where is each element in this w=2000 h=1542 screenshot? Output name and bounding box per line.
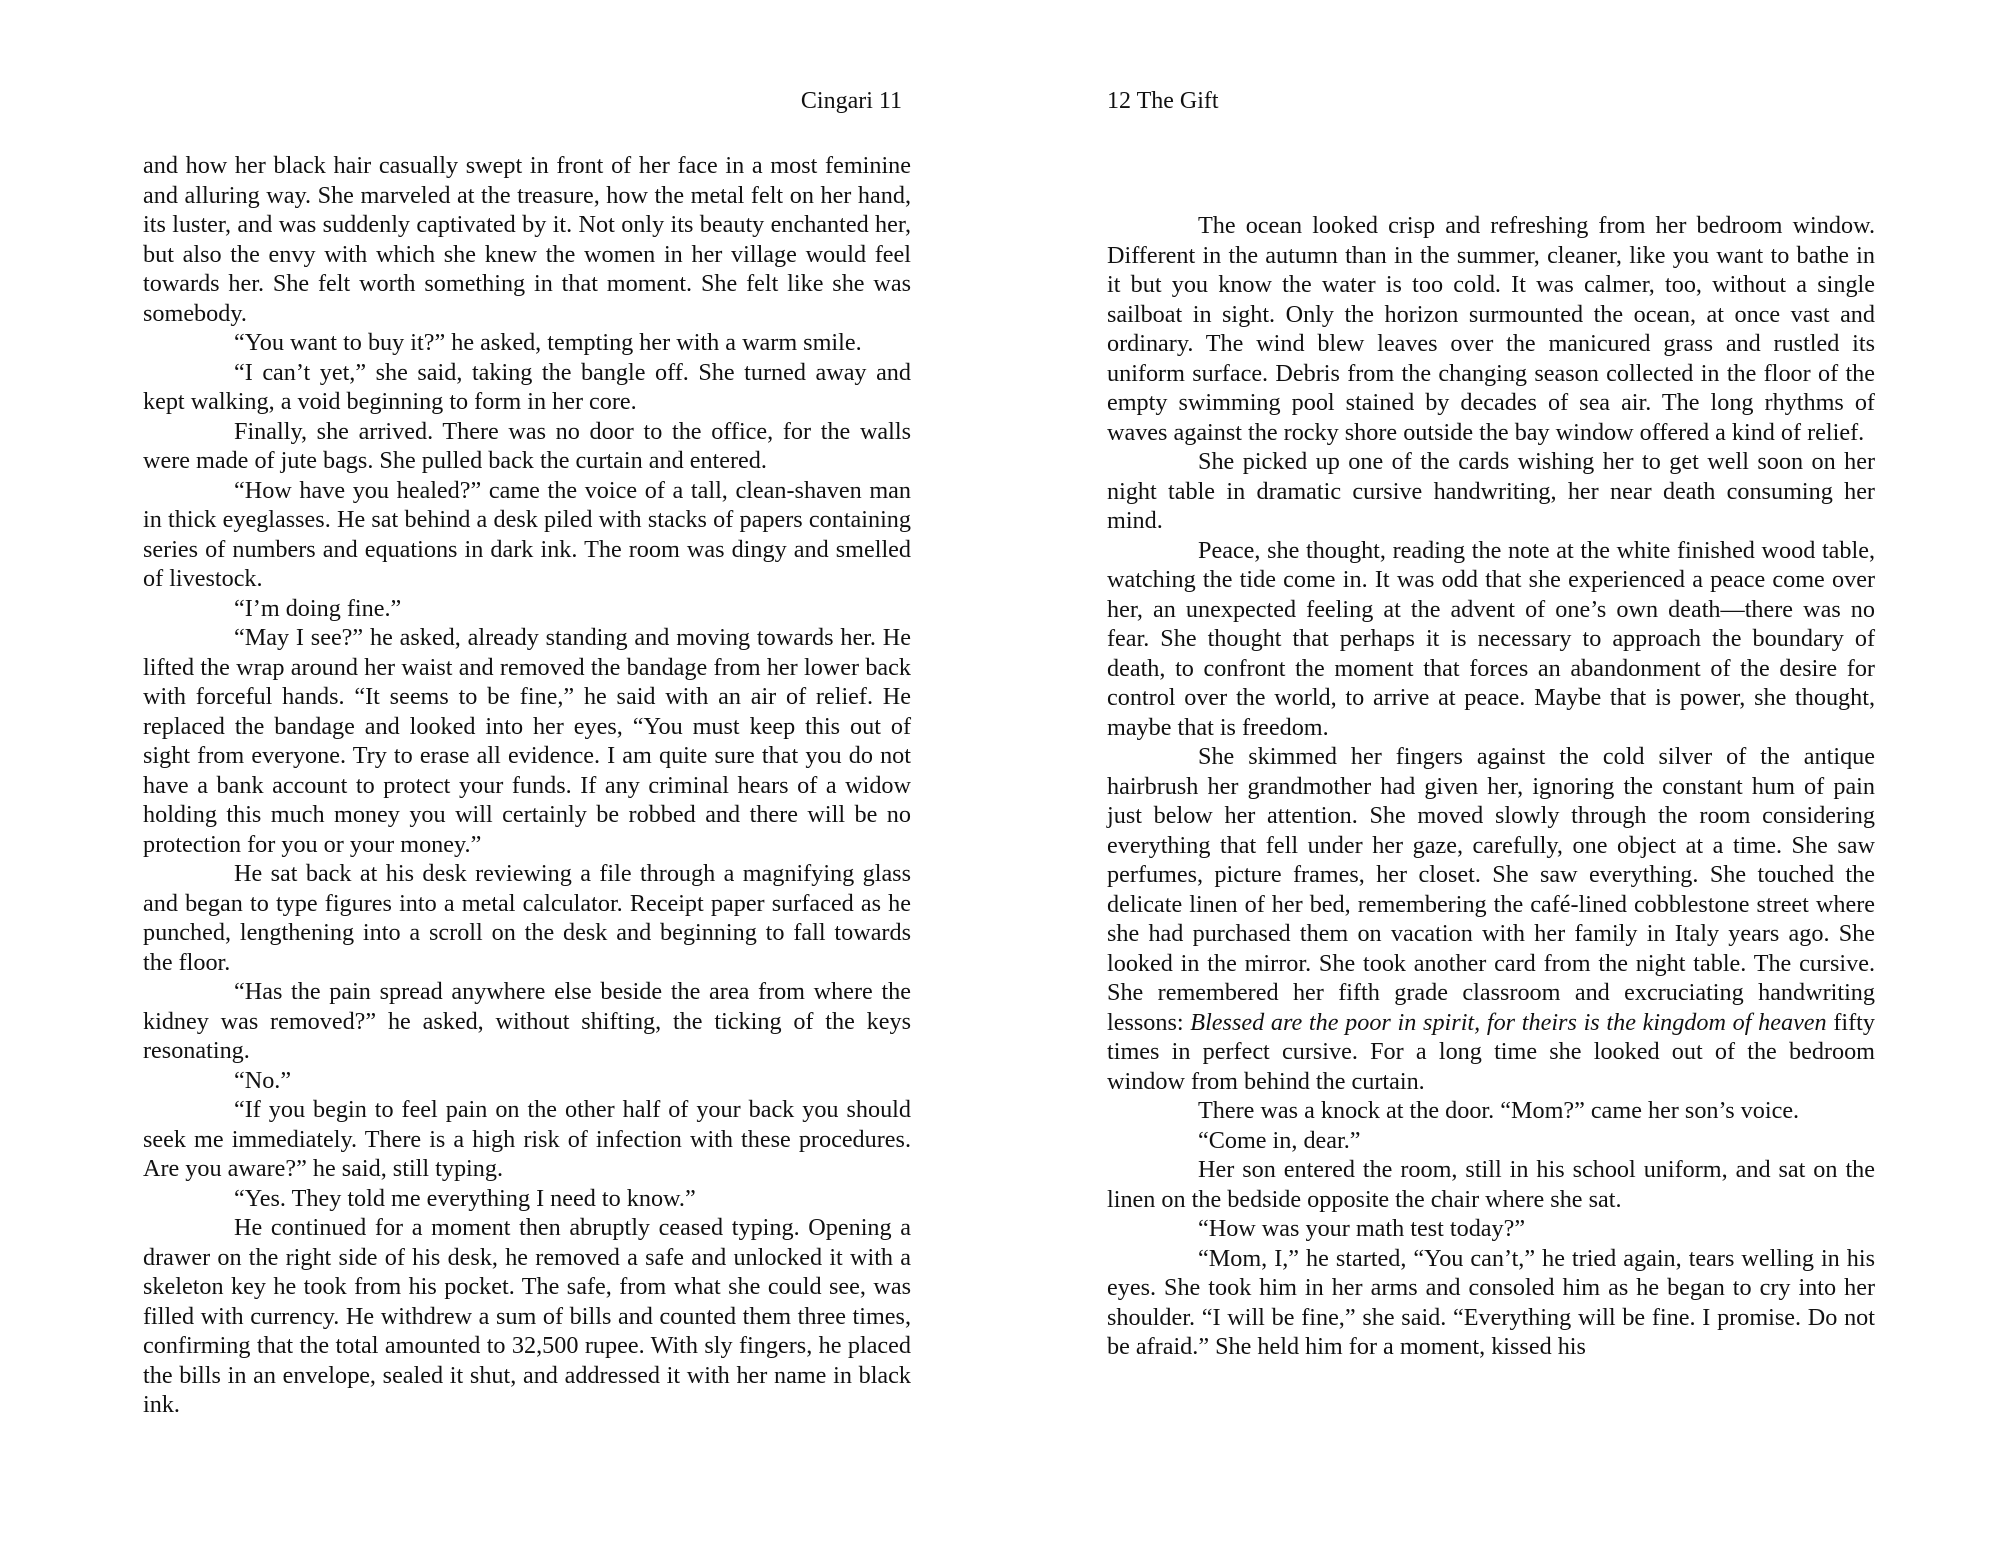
running-head-right: 12 The Gift xyxy=(1107,88,1219,114)
paragraph: “May I see?” he asked, already standing and moving towards her. He lifted the wrap around her waist and removed the bandage from her lower back with forceful hands. “It seems to be fine,” he said with an air of relief. He replaced the bandage and looked into her eyes, “You must keep this out of sight from everyone. Try to erase all evidence. I am quite sure that you do not have a bank account to protect your funds. If any criminal hears of a widow holding this much money you will certainly be robbed and there will be no protection for you or your money.” xyxy=(143,624,911,858)
italic-quotation: Blessed are the poor in spirit, for theirs is the kingdom of heaven xyxy=(1190,1008,1827,1036)
paragraph: “If you begin to feel pain on the other half of your back you should seek me immediately. There is a high risk of infection with these procedures. Are you aware?” he said, still typing. xyxy=(143,1096,911,1182)
paragraph: There was a knock at the door. “Mom?” came her son’s voice. xyxy=(1198,1097,1800,1124)
paragraph: and how her black hair casually swept in front of her face in a most feminine and alluring way. She marveled at the treasure, how the metal felt on her hand, its luster, and was suddenly captivated by it. Not only its beauty enchanted her, but also the envy with which she knew the women in her village would feel towards her. She felt worth something in that moment. She felt like she was somebody. xyxy=(143,152,911,327)
paragraph: The ocean looked crisp and refreshing from her bedroom window. Different in the autumn than in the summer, cleaner, like you want to bathe in it but you know the water is too cold. It was calmer, too, without a single sailboat in sight. Only the horizon surmounted the ocean, at once vast and ordinary. The wind blew leaves over the manicured grass and rustled its uniform surface. Debris from the changing season collected in the floor of the empty swimming pool stained by decades of sea air. The long rhythms of waves against the rocky shore outside the bay window offered a kind of relief. xyxy=(1107,212,1875,446)
paragraph: “Yes. They told me everything I need to know.” xyxy=(234,1184,696,1212)
paragraph-with-italic xyxy=(1107,742,1875,1096)
paragraph: “How have you healed?” came the voice of a tall, clean-shaven man in thick eyeglasses. He sat behind a desk piled with stacks of papers containing series of numbers and equations in dark ink. The room was dingy and smelled of livestock. xyxy=(143,476,911,592)
text-span: fifty times in perfect cursive. For a long time she looked out of the bedroom window from behind the curtain. xyxy=(1107,1008,1875,1095)
running-head-left: Cingari 11 xyxy=(800,88,902,114)
right-page-body xyxy=(1107,211,1875,1362)
paragraph: Peace, she thought, reading the note at the white finished wood table, watching the tide come in. It was odd that she experienced a peace come over her, an unexpected feeling at the advent of one’s own death—there was no fear. She thought that perhaps it is necessary to approach the boundary of death, to confront the moment that forces an abandonment of the desire for control over the world, to arrive at peace. Maybe that is power, she thought, maybe that is freedom. xyxy=(1107,536,1875,741)
left-page-body xyxy=(143,151,911,1420)
paragraph: Her son entered the room, still in his school uniform, and sat on the linen on the bedside opposite the chair where she sat. xyxy=(1107,1156,1875,1213)
paragraph: “Come in, dear.” xyxy=(1198,1126,1361,1154)
paragraph: “I’m doing fine.” xyxy=(234,594,402,622)
paragraph: “I can’t yet,” she said, taking the bangle off. She turned away and kept walking, a void beginning to form in her core. xyxy=(143,358,911,415)
paragraph: He continued for a moment then abruptly ceased typing. Opening a drawer on the right side of his desk, he removed a safe and unlocked it with a skeleton key he took from his pocket. The safe, from what she could see, was filled with currency. He withdrew a sum of bills and counted them three times, confirming that the total amounted to 32,500 rupee. With sly fingers, he placed the bills in an envelope, sealed it shut, and addressed it with her name in black ink. xyxy=(143,1214,911,1418)
right-page xyxy=(1000,0,2000,1542)
paragraph: She picked up one of the cards wishing her to get well soon on her night table in dramatic cursive handwriting, her near death consuming her mind. xyxy=(1107,448,1875,534)
paragraph: “Mom, I,” he started, “You can’t,” he tried again, tears welling in his eyes. She took him in her arms and consoled him as he began to cry into her shoulder. “I will be fine,” she said. “Everything will be fine. I promise. Do not be afraid.” She held him for a moment, kissed his xyxy=(1107,1244,1875,1360)
paragraph: “No.” xyxy=(234,1066,292,1094)
paragraph: He sat back at his desk reviewing a file through a magnifying glass and began to type figures into a metal calculator. Receipt paper surfaced as he punched, lengthening into a scroll on the desk and beginning to fall towards the floor. xyxy=(143,860,911,976)
paragraph: “How was your math test today?” xyxy=(1198,1215,1526,1242)
text-span: She skimmed her fingers against the cold silver of the antique hairbrush her grandmother had given her, ignoring the constant hum of pain just below her attention. She moved slowly through the room considering everything that fell under her gaze, carefully, one object at a time. She saw perfumes, picture frames, her closet. She saw everything. She touched the delicate linen of her bed, remembering the café-lined cobblestone street where she had purchased them on vacation with her family in Italy years ago. She looked in the mirror. She took another card from the night table. The cursive. She remembered her fifth grade classroom and excruciating handwriting lessons: xyxy=(1107,743,1875,1036)
paragraph: Finally, she arrived. There was no door to the office, for the walls were made of jute bags. She pulled back the curtain and entered. xyxy=(143,417,911,474)
paragraph: “Has the pain spread anywhere else beside the area from where the kidney was removed?” he asked, without shifting, the ticking of the keys resonating. xyxy=(143,978,911,1064)
paragraph: “You want to buy it?” he asked, tempting her with a warm smile. xyxy=(234,329,862,356)
